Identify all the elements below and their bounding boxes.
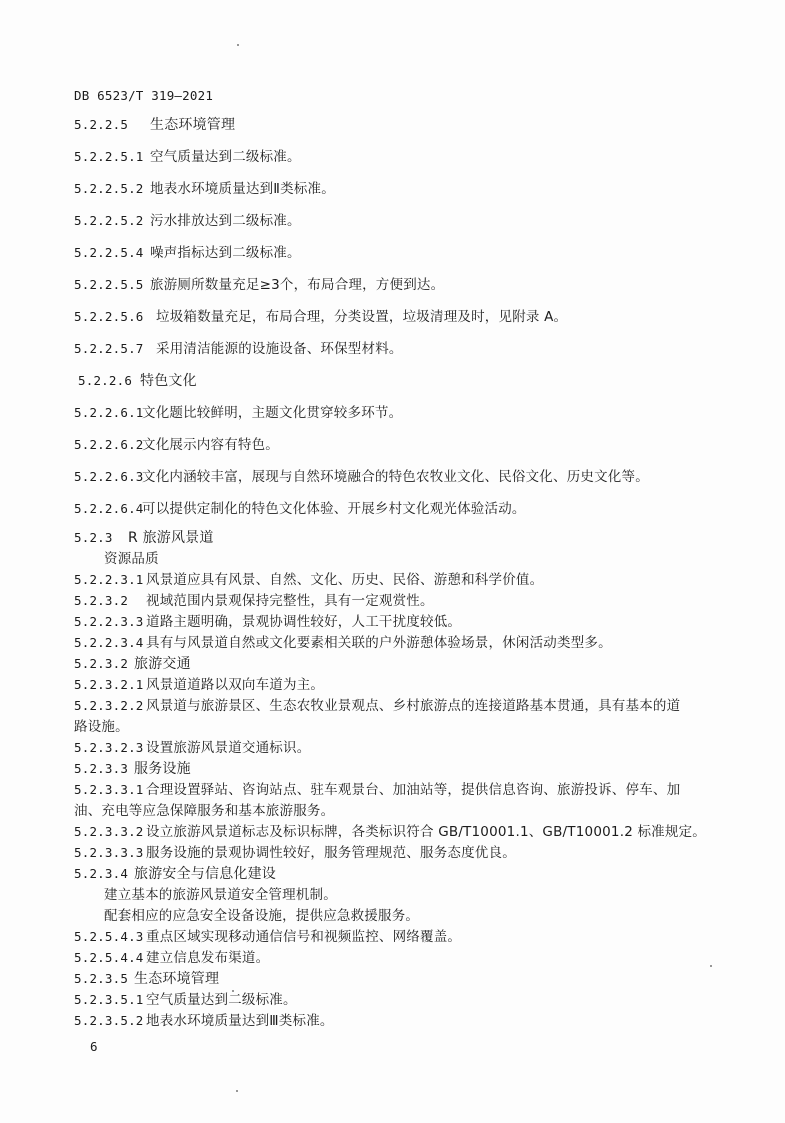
clause-number: 5.2.3.2: [74, 656, 129, 671]
clause-number: 5.2.2.5: [74, 117, 129, 132]
clause-number: 5.2.2.5.4: [74, 245, 144, 260]
clause-number: 5.2.2.5.2: [74, 181, 144, 196]
clause-line: [74, 244, 301, 262]
clause-text: 路设施。: [74, 719, 129, 735]
clause-number: 5.2.3.3: [74, 761, 129, 776]
clause-line: [74, 634, 612, 652]
clause-text: 噪声指标达到二级标准。: [150, 245, 301, 261]
section-heading: [74, 970, 219, 988]
clause-number: 5.2.3.3.3: [74, 845, 144, 860]
clause-number: 5.2.3.2: [74, 593, 129, 608]
clause-text: 风景道与旅游景区、生态农牧业景观点、乡村旅游点的连接道路基本贯通，具有基本的道: [146, 698, 681, 714]
clause-number: 5.2.3.2.3: [74, 740, 144, 755]
clause-text: 生态环境管理: [134, 971, 220, 987]
clause-line: [74, 180, 335, 198]
scan-speck: [236, 1090, 238, 1092]
clause-text: 采用清洁能源的设施设备、环保型材料。: [156, 341, 403, 357]
clause-number: 5.2.2.5.7: [74, 341, 144, 356]
clause-line: [74, 823, 706, 841]
clause-text: R 旅游风景道: [128, 530, 214, 546]
clause-line: [74, 1012, 334, 1030]
clause-number: 5.2.2.6.4: [74, 501, 144, 516]
clause-text: 旅游交通: [134, 656, 191, 672]
clause-text: 设立旅游风景道标志及标识标牌，各类标识符合 GB/T10001.1、GB/T10001.2 标准规定。: [146, 824, 706, 840]
clause-number: 5.2.2.3.1: [74, 572, 144, 587]
clause-number: 5.2.2.6.2: [74, 437, 144, 452]
clause-text: 风景道道路以双向车道为主。: [146, 677, 325, 693]
clause-text: 地表水环境质量达到Ⅲ类标准。: [146, 1013, 334, 1029]
clause-line: [74, 592, 434, 610]
clause-text: 重点区域实现移动通信信号和视频监控、网络覆盖。: [146, 929, 462, 945]
clause-line: [74, 148, 301, 166]
section-heading: [74, 760, 191, 778]
clause-text: 建立基本的旅游风景道安全管理机制。: [104, 887, 337, 903]
clause-text: 道路主题明确，景观协调性较好，人工干扰度较低。: [146, 614, 462, 630]
clause-text: 旅游安全与信息化建设: [134, 866, 276, 882]
clause-line: [74, 697, 680, 715]
clause-text: 建立信息发布渠道。: [146, 950, 270, 966]
clause-text: 服务设施的景观协调性较好，服务管理规范、服务态度优良。: [146, 845, 516, 861]
clause-text: 特色文化: [140, 373, 197, 389]
clause-text: 风景道应具有风景、自然、文化、历史、民俗、游憩和科学价值。: [146, 572, 544, 588]
section-heading: [78, 372, 197, 390]
clause-number: 5.2.3.4: [74, 866, 129, 881]
scan-speck: [237, 44, 239, 46]
section-heading: [74, 529, 214, 547]
clause-number: 5.2.3.5: [74, 971, 129, 986]
clause-text: 可以提供定制化的特色文化体验、开展乡村文化观光体验活动。: [142, 501, 526, 517]
clause-number: 5.2.5.4.3: [74, 929, 144, 944]
clause-line: [74, 676, 324, 694]
clause-text: 生态环境管理: [150, 117, 236, 133]
clause-text: 污水排放达到二级标准。: [150, 213, 301, 229]
clause-line: [74, 844, 516, 862]
clause-line: [74, 949, 269, 967]
clause-number: 5.2.3.5.2: [74, 1013, 144, 1028]
clause-line: [74, 571, 543, 589]
clause-line: [74, 340, 403, 358]
clause-line: [74, 781, 680, 799]
clause-line: [74, 991, 297, 1009]
clause-number: 5.2.3: [74, 530, 113, 545]
clause-text: 文化题比较鲜明，主题文化贯穿较多环节。: [142, 405, 403, 421]
clause-continuation: [74, 802, 334, 820]
clause-line: [74, 500, 526, 518]
clause-text: 地表水环境质量达到Ⅱ类标准。: [150, 181, 335, 197]
clause-number: 5.2.2.5.5: [74, 277, 144, 292]
clause-number: 5.2.2.3.3: [74, 614, 144, 629]
clause-text: 文化内涵较丰富，展现与自然环境融合的特色农牧业文化、民俗文化、历史文化等。: [142, 469, 649, 485]
clause-number: 5.2.3.2.2: [74, 698, 144, 713]
clause-line: [74, 308, 567, 326]
clause-line: [104, 886, 337, 904]
clause-text: 文化展示内容有特色。: [142, 437, 279, 453]
clause-number: 5.2.5.4.4: [74, 950, 144, 965]
clause-number: 5.2.2.3.4: [74, 635, 144, 650]
clause-line: [74, 739, 310, 757]
clause-number: 5.2.2.6.3: [74, 469, 144, 484]
clause-text: 服务设施: [134, 761, 191, 777]
clause-line: [74, 212, 301, 230]
clause-number: 5.2.2.5.2: [74, 213, 144, 228]
page-number: 6: [90, 1039, 98, 1054]
clause-text: 具有与风景道自然或文化要素相关联的户外游憩体验场景，休闲活动类型多。: [146, 635, 612, 651]
clause-line: [74, 468, 649, 486]
clause-line: [74, 928, 461, 946]
section-heading: [74, 655, 191, 673]
scan-speck: [710, 965, 712, 967]
clause-line: [104, 907, 419, 925]
clause-number: 5.2.3.3.2: [74, 824, 144, 839]
clause-text: 设置旅游风景道交通标识。: [146, 740, 311, 756]
clause-text: 资源品质: [104, 551, 159, 567]
clause-text: 垃圾箱数量充足，布局合理，分类设置，垃圾清理及时，见附录 A。: [156, 309, 568, 325]
clause-number: 5.2.3.5.1: [74, 992, 144, 1007]
clause-line: [74, 276, 444, 294]
clause-text: 空气质量达到二级标准。: [150, 149, 301, 165]
clause-line: [74, 404, 402, 422]
clause-text: 空气质量达到二级标准。: [146, 992, 297, 1008]
clause-continuation: [74, 718, 129, 736]
section-heading: [74, 116, 235, 134]
clause-number: 5.2.2.5.1: [74, 149, 144, 164]
clause-line: [74, 613, 461, 631]
section-heading: [74, 865, 276, 883]
clause-number: 5.2.2.5.6: [74, 309, 144, 324]
clause-line: [74, 436, 279, 454]
clause-text: 视域范围内景观保持完整性，具有一定观赏性。: [146, 593, 434, 609]
clause-line: [104, 550, 159, 568]
clause-number: 5.2.3.2.1: [74, 677, 144, 692]
clause-text: 配套相应的应急安全设备设施，提供应急救援服务。: [104, 908, 420, 924]
clause-number: 5.2.2.6.1: [74, 405, 144, 420]
document-code: DB 6523/T 319—2021: [74, 88, 214, 103]
clause-number: 5.2.3.3.1: [74, 782, 144, 797]
clause-text: 合理设置驿站、咨询站点、驻车观景台、加油站等，提供信息咨询、旅游投诉、停车、加: [146, 782, 681, 798]
scan-speck: [232, 990, 234, 992]
clause-text: 油、充电等应急保障服务和基本旅游服务。: [74, 803, 335, 819]
clause-text: 旅游厕所数量充足≥3个，布局合理，方便到达。: [150, 277, 445, 293]
clause-number: 5.2.2.6: [78, 373, 133, 388]
